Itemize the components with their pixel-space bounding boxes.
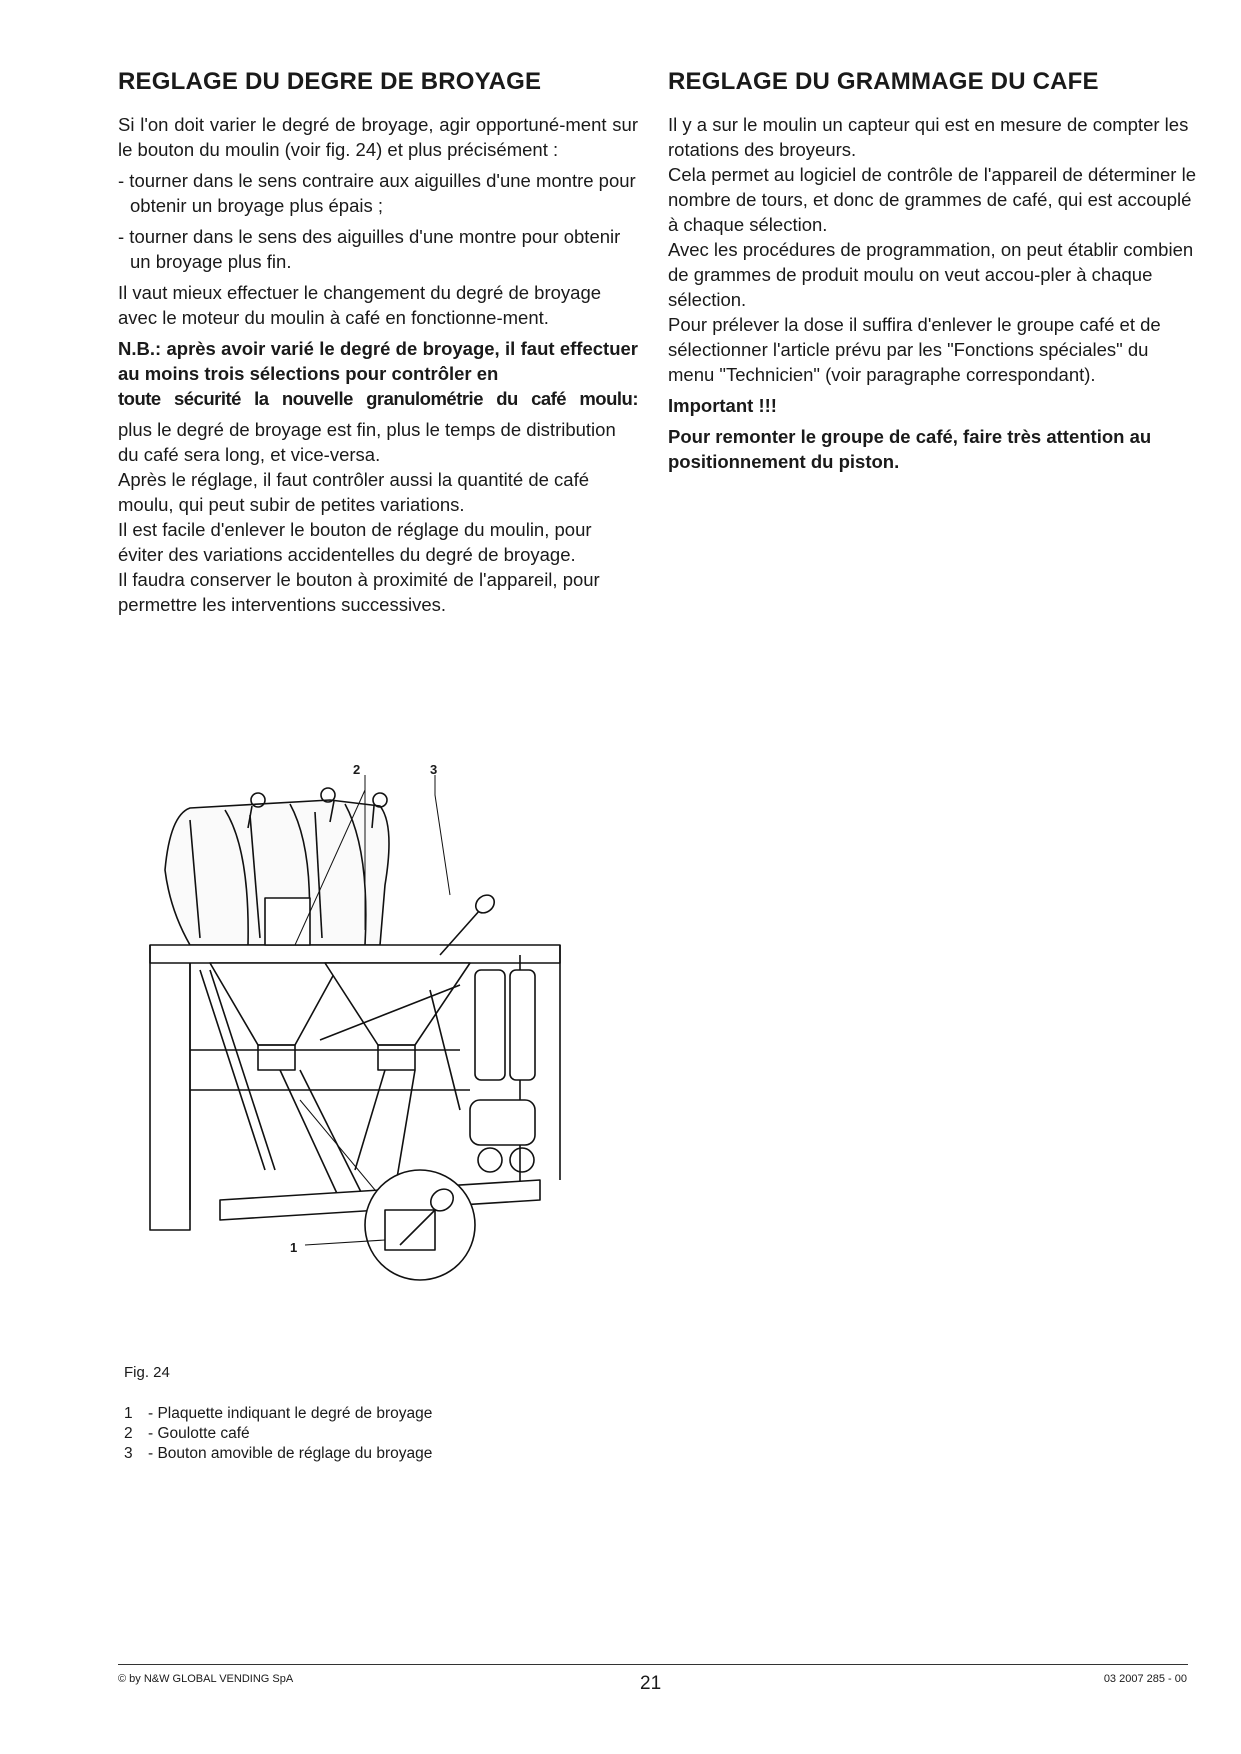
legend-item: 1 - Plaquette indiquant le degré de broyage [124,1405,433,1422]
paragraph: Il vaut mieux effectuer le changement du degré de broyage avec le moteur du moulin à café en fonctionne-ment. [118,282,602,328]
warning-note: Pour remonter le groupe de café, faire très attention au positionnement du piston. [668,426,1152,472]
right-column [668,66,1198,474]
paragraph: plus le degré de broyage est fin, plus le temps de distribution du café sera long, et vice-versa. [118,419,616,465]
callout-1: 1 [290,1240,298,1255]
paragraph: Cela permet au logiciel de contrôle de l'appareil de déterminer le nombre de tours, et donc de grammes de café, qui est accouplé à chaque sélection. [668,164,1196,235]
footer-copyright: © by N&W GLOBAL VENDING SpA [118,1673,294,1685]
callout-2: 2 [353,762,361,777]
paragraph: Pour prélever la dose il suffira d'enlever le groupe café et de sélectionner l'article prévu par les "Fonctions spéciales" du menu "Technicien" (voir paragraphe correspondant). [668,314,1161,385]
page-number: 21 [640,1673,662,1694]
left-column [118,66,638,617]
section-title-broyage: REGLAGE DU DEGRE DE BROYAGE [118,68,542,95]
callout-3: 3 [430,762,438,777]
paragraph: Si l'on doit varier le degré de broyage, agir opportuné-ment sur le bouton du moulin (voir fig. 24) et plus précisément : [118,114,638,160]
section-title-grammage: REGLAGE DU GRAMMAGE DU CAFE [668,68,1099,95]
important-label: Important !!! [668,395,777,416]
document-code: 03 2007 285 - 00 [1103,1673,1187,1685]
paragraph: Après le réglage, il faut contrôler aussi la quantité de café moulu, qui peut subir de petites variations. [118,469,590,515]
grinder-illustration [130,770,600,1320]
legend-item: 3 - Bouton amovible de réglage du broyage [124,1445,433,1462]
figure-24-drawing [130,762,600,1320]
footer-divider [118,1664,1188,1665]
nb-note-end: toute sécurité la nouvelle granulométrie du café moulu: [118,388,638,409]
bullet-item: - tourner dans le sens contraire aux aiguilles d'une montre pour obtenir un broyage plus épais ; [118,170,636,216]
paragraph: Il est facile d'enlever le bouton de réglage du moulin, pour éviter des variations accidentelles du degré de broyage. [118,519,592,565]
figure-caption: Fig. 24 [124,1364,170,1381]
legend-item: 2 - Goulotte café [124,1425,250,1442]
paragraph: Il y a sur le moulin un capteur qui est en mesure de compter les rotations des broyeurs. [668,114,1189,160]
nb-note: N.B.: après avoir varié le degré de broyage, il faut effectuer au moins trois sélections pour contrôler en [118,338,638,384]
bullet-item: - tourner dans le sens des aiguilles d'une montre pour obtenir un broyage plus fin. [118,226,621,272]
figure-legend [124,1404,432,1464]
paragraph: Avec les procédures de programmation, on peut établir combien de grammes de produit moulu on veut accou-pler à chaque sélection. [668,239,1194,310]
paragraph: Il faudra conserver le bouton à proximité de l'appareil, pour permettre les interventions successives. [118,569,600,615]
